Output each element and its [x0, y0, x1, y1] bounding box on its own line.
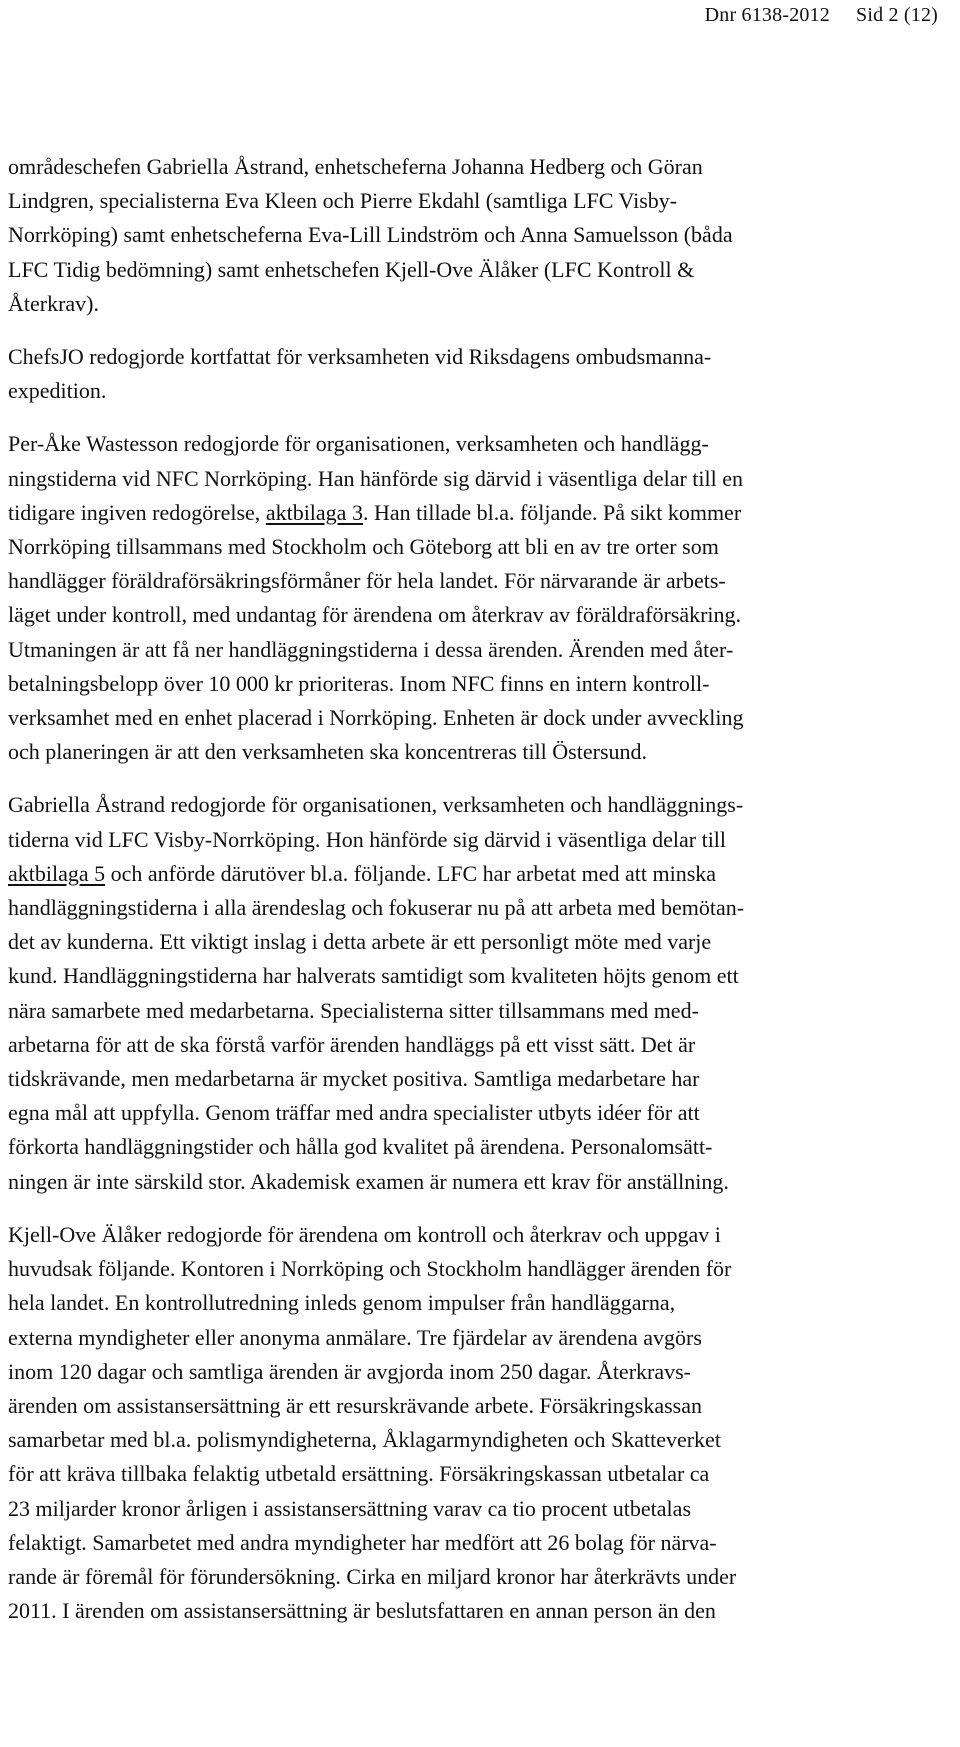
text-line: 2011. I ärenden om assistansersättning är beslutsfattaren en annan person än den	[8, 1598, 716, 1624]
text-line: Utmaningen är att få ner handläggningstiderna i dessa ärenden. Ärenden med åter-	[8, 636, 734, 662]
text-line: Gabriella Åstrand redogjorde för organisationen, verksamheten och handläggnings-	[8, 792, 744, 818]
text-line: ärenden om assistansersättning är ett resurskrävande arbete. Försäkringskassan	[8, 1392, 702, 1418]
text-line: tidskrävande, men medarbetarna är mycket positiva. Samtliga medarbetare har	[8, 1066, 700, 1092]
text-line: områdeschefen Gabriella Åstrand, enhetscheferna Johanna Hedberg och Göran	[8, 154, 703, 179]
text-line: Norrköping tillsammans med Stockholm och Göteborg att bli en av tre orter som	[8, 534, 719, 560]
text-line	[8, 857, 943, 891]
paragraph-wastesson	[8, 427, 943, 769]
text-line: huvudsak följande. Kontoren i Norrköping och Stockholm handlägger ärenden för	[8, 1256, 732, 1282]
text-line: samarbetar med bl.a. polismyndigheterna, Åklagarmyndigheten och Skatteverket	[8, 1427, 721, 1453]
attachment-reference: aktbilaga 5	[8, 860, 106, 886]
text-line: Återkrav).	[8, 290, 100, 316]
text-line: rande är föremål för förundersökning. Cirka en miljard kronor har återkrävts under	[8, 1563, 737, 1589]
text-line: tiderna vid LFC Visby-Norrköping. Hon hänförde sig därvid i väsentliga delar till	[8, 826, 727, 852]
text-line: ChefsJO redogjorde kortfattat för verksamheten vid Riksdagens ombudsmanna-	[8, 344, 712, 370]
text-line: egna mål att uppfylla. Genom träffar med andra specialister utbyts idéer för att	[8, 1100, 700, 1126]
text-line: betalningsbelopp över 10 000 kr prioriteras. Inom NFC finns en intern kontroll-	[8, 670, 710, 696]
text-line: inom 120 dagar och samtliga ärenden är avgjorda inom 250 dagar. Återkravs-	[8, 1358, 691, 1384]
text-line: läget under kontroll, med undantag för ärendena om återkrav av föräldraförsäkring.	[8, 602, 742, 628]
text-line: hela landet. En kontrollutredning inleds genom impulser från handläggarna,	[8, 1290, 676, 1316]
paragraph-alaker	[8, 1218, 943, 1628]
text-line: handlägger föräldraförsäkringsförmåner för hela landet. För närvarande är arbets-	[8, 568, 726, 594]
text-line: arbetarna för att de ska förstå varför ärenden handläggs på ett visst sätt. Det är	[8, 1031, 696, 1057]
text-line: ningstiderna vid NFC Norrköping. Han hänförde sig därvid i väsentliga delar till en	[8, 465, 744, 491]
text-line: för att kräva tillbaka felaktig utbetald ersättning. Försäkringskassan utbetalar ca	[8, 1461, 710, 1487]
text-line: verksamhet med en enhet placerad i Norrköping. Enheten är dock under avveckling	[8, 705, 744, 731]
text-line: felaktigt. Samarbetet med andra myndigheter har medfört att 26 bolag för närva-	[8, 1529, 717, 1555]
text-line: förkorta handläggningstider och hålla god kvalitet på ärendena. Personalomsätt-	[8, 1134, 713, 1160]
text-line: Lindgren, specialisterna Eva Kleen och Pierre Ekdahl (samtliga LFC Visby-	[8, 188, 678, 214]
text-span: . Han tillade bl.a. följande. På sikt kommer	[362, 499, 742, 525]
text-line: 23 miljarder kronor årligen i assistansersättning varav ca tio procent utbetalas	[8, 1495, 691, 1521]
text-line: LFC Tidig bedömning) samt enhetschefen Kjell-Ove Älåker (LFC Kontroll &	[8, 256, 695, 282]
text-line: expedition.	[8, 378, 107, 404]
text-line: ningen är inte särskild stor. Akademisk examen är numera ett krav för anställning.	[8, 1168, 729, 1194]
text-line: Per-Åke Wastesson redogjorde för organisationen, verksamheten och handlägg-	[8, 431, 709, 457]
case-number: Dnr 6138-2012	[704, 4, 830, 26]
paragraph-participants	[8, 150, 943, 321]
page-header	[705, 4, 938, 27]
document-body	[8, 150, 943, 1628]
paragraph-astrand	[8, 788, 943, 1198]
text-span: tidigare ingiven redogörelse,	[8, 499, 266, 525]
text-line: och planeringen är att den verksamheten ska koncentreras till Östersund.	[8, 739, 647, 765]
text-line: kund. Handläggningstiderna har halverats samtidigt som kvaliteten höjts genom ett	[8, 963, 739, 989]
text-line	[8, 496, 943, 530]
attachment-reference: aktbilaga 3	[265, 499, 363, 525]
paragraph-chefsjo	[8, 340, 943, 408]
text-line: nära samarbete med medarbetarna. Specialisterna sitter tillsammans med med-	[8, 997, 699, 1023]
text-span: och anförde därutöver bl.a. följande. LFC har arbetat med att minska	[105, 860, 717, 886]
text-line: externa myndigheter eller anonyma anmälare. Tre fjärdelar av ärendena avgörs	[8, 1324, 702, 1350]
text-line: Kjell-Ove Älåker redogjorde för ärendena om kontroll och återkrav och uppgav i	[8, 1221, 721, 1247]
page-number: Sid 2 (12)	[856, 4, 938, 26]
text-line: det av kunderna. Ett viktigt inslag i detta arbete är ett personligt möte med varje	[8, 929, 712, 955]
text-line: Norrköping) samt enhetscheferna Eva-Lill Lindström och Anna Samuelsson (båda	[8, 222, 733, 248]
text-line: handläggningstiderna i alla ärendeslag och fokuserar nu på att arbeta med bemötan-	[8, 895, 745, 921]
